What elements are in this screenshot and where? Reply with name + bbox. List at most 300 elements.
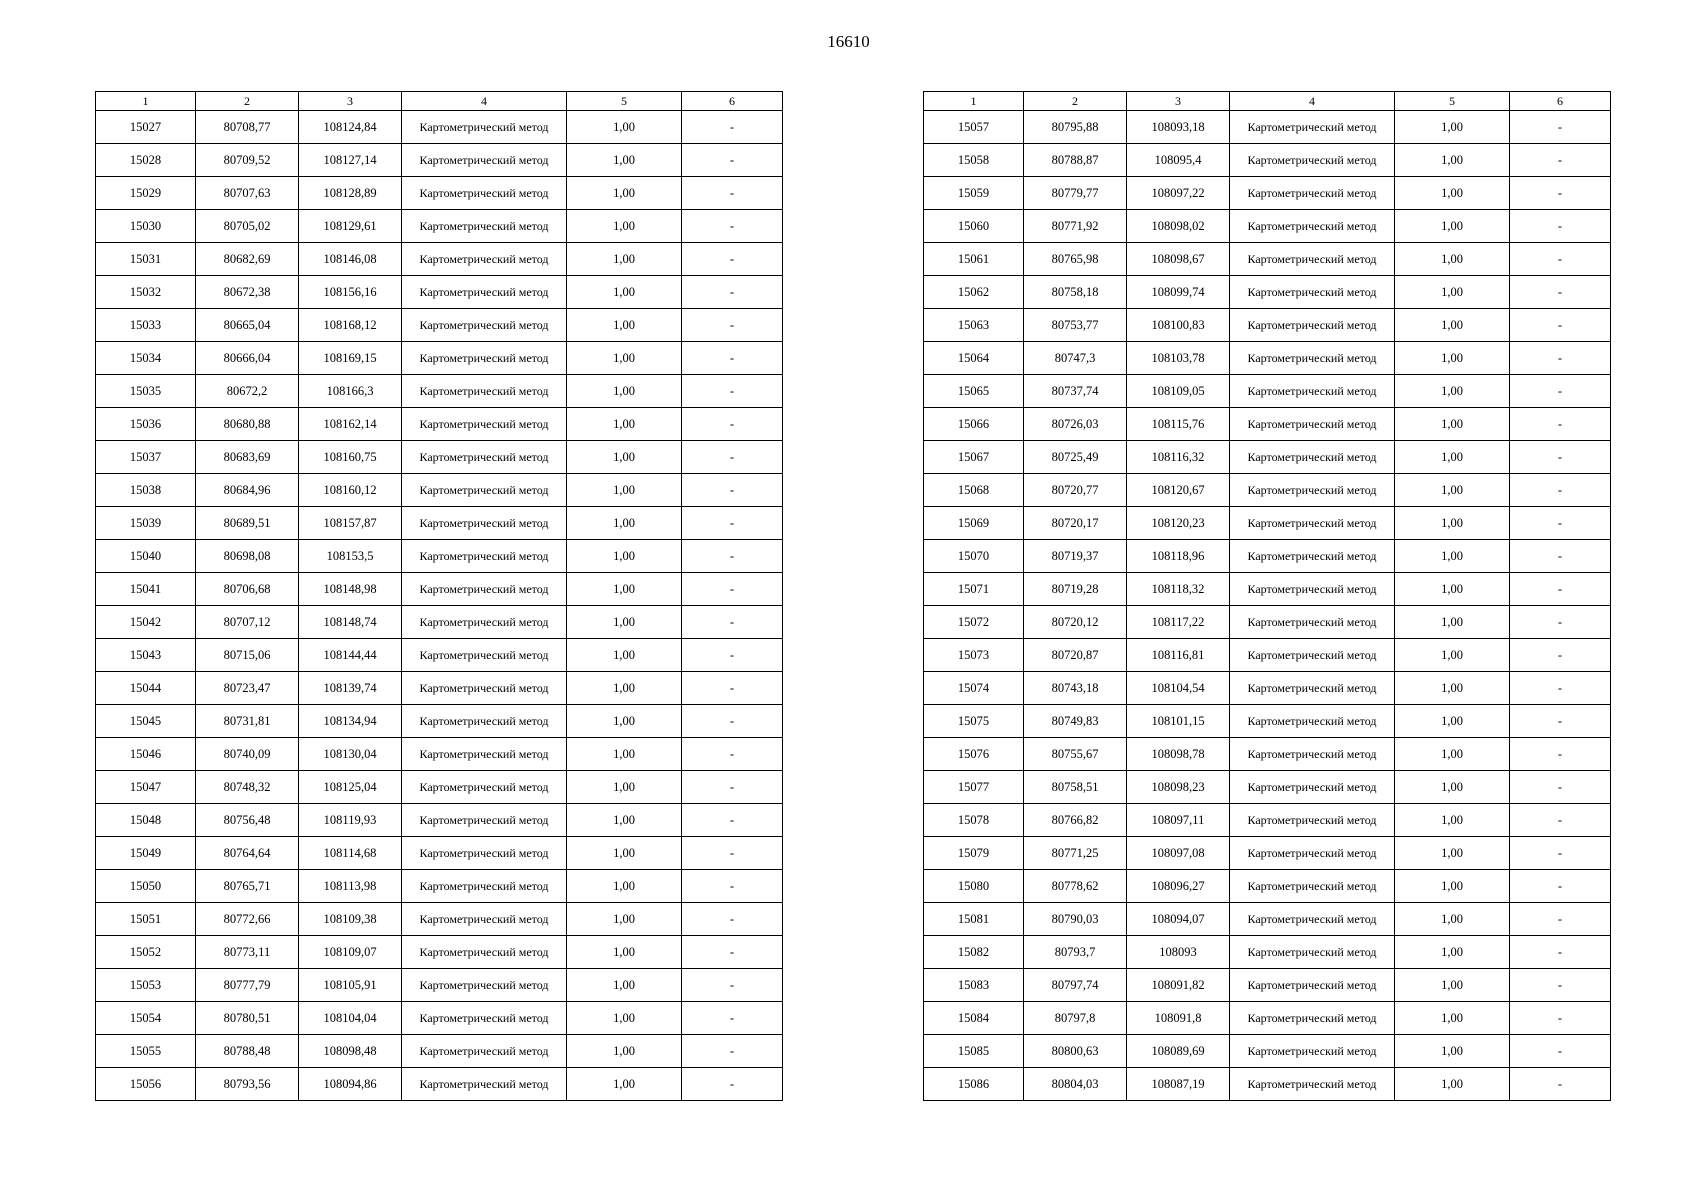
accuracy-cell: 1,00 <box>1395 540 1510 573</box>
accuracy-cell: 1,00 <box>567 771 682 804</box>
table-row <box>96 969 783 1002</box>
table-row <box>924 771 1611 804</box>
y-coordinate-cell: 108101,15 <box>1127 705 1230 738</box>
column-header-4: 4 <box>402 92 567 111</box>
y-coordinate-cell: 108129,61 <box>299 210 402 243</box>
method-cell: Картометрический метод <box>402 936 567 969</box>
method-cell: Картометрический метод <box>1230 309 1395 342</box>
y-coordinate-cell: 108099,74 <box>1127 276 1230 309</box>
description-cell: - <box>682 606 783 639</box>
table-row <box>96 1002 783 1035</box>
description-cell: - <box>1510 408 1611 441</box>
x-coordinate-cell: 80708,77 <box>196 111 299 144</box>
y-coordinate-cell: 108098,48 <box>299 1035 402 1068</box>
column-header-3: 3 <box>1127 92 1230 111</box>
description-cell: - <box>1510 144 1611 177</box>
table-row <box>96 771 783 804</box>
point-number-cell: 15046 <box>96 738 196 771</box>
accuracy-cell: 1,00 <box>1395 441 1510 474</box>
description-cell: - <box>1510 639 1611 672</box>
x-coordinate-cell: 80706,68 <box>196 573 299 606</box>
x-coordinate-cell: 80773,11 <box>196 936 299 969</box>
table-row <box>924 903 1611 936</box>
accuracy-cell: 1,00 <box>1395 474 1510 507</box>
description-cell: - <box>682 1035 783 1068</box>
y-coordinate-cell: 108100,83 <box>1127 309 1230 342</box>
x-coordinate-cell: 80765,71 <box>196 870 299 903</box>
point-number-cell: 15053 <box>96 969 196 1002</box>
x-coordinate-cell: 80777,79 <box>196 969 299 1002</box>
x-coordinate-cell: 80788,87 <box>1024 144 1127 177</box>
description-cell: - <box>1510 1068 1611 1101</box>
y-coordinate-cell: 108098,67 <box>1127 243 1230 276</box>
method-cell: Картометрический метод <box>402 1002 567 1035</box>
table-row <box>96 738 783 771</box>
point-number-cell: 15029 <box>96 177 196 210</box>
y-coordinate-cell: 108125,04 <box>299 771 402 804</box>
x-coordinate-cell: 80689,51 <box>196 507 299 540</box>
table-row <box>924 804 1611 837</box>
description-cell: - <box>682 804 783 837</box>
accuracy-cell: 1,00 <box>1395 573 1510 606</box>
table-row <box>924 540 1611 573</box>
accuracy-cell: 1,00 <box>567 1035 682 1068</box>
y-coordinate-cell: 108098,23 <box>1127 771 1230 804</box>
accuracy-cell: 1,00 <box>567 276 682 309</box>
accuracy-cell: 1,00 <box>567 474 682 507</box>
method-cell: Картометрический метод <box>1230 408 1395 441</box>
point-number-cell: 15058 <box>924 144 1024 177</box>
x-coordinate-cell: 80705,02 <box>196 210 299 243</box>
x-coordinate-cell: 80680,88 <box>196 408 299 441</box>
description-cell: - <box>682 969 783 1002</box>
table-row <box>924 573 1611 606</box>
point-number-cell: 15061 <box>924 243 1024 276</box>
accuracy-cell: 1,00 <box>567 903 682 936</box>
x-coordinate-cell: 80793,7 <box>1024 936 1127 969</box>
y-coordinate-cell: 108144,44 <box>299 639 402 672</box>
accuracy-cell: 1,00 <box>1395 969 1510 1002</box>
x-coordinate-cell: 80665,04 <box>196 309 299 342</box>
method-cell: Картометрический метод <box>1230 738 1395 771</box>
point-number-cell: 15032 <box>96 276 196 309</box>
table-row <box>96 540 783 573</box>
x-coordinate-cell: 80740,09 <box>196 738 299 771</box>
description-cell: - <box>1510 276 1611 309</box>
method-cell: Картометрический метод <box>1230 276 1395 309</box>
y-coordinate-cell: 108127,14 <box>299 144 402 177</box>
description-cell: - <box>682 243 783 276</box>
y-coordinate-cell: 108139,74 <box>299 672 402 705</box>
y-coordinate-cell: 108091,82 <box>1127 969 1230 1002</box>
x-coordinate-cell: 80725,49 <box>1024 441 1127 474</box>
x-coordinate-cell: 80720,77 <box>1024 474 1127 507</box>
description-cell: - <box>682 441 783 474</box>
x-coordinate-cell: 80790,03 <box>1024 903 1127 936</box>
description-cell: - <box>682 672 783 705</box>
table-row <box>96 210 783 243</box>
accuracy-cell: 1,00 <box>1395 639 1510 672</box>
description-cell: - <box>682 639 783 672</box>
method-cell: Картометрический метод <box>402 210 567 243</box>
description-cell: - <box>1510 540 1611 573</box>
method-cell: Картометрический метод <box>402 606 567 639</box>
description-cell: - <box>1510 1035 1611 1068</box>
method-cell: Картометрический метод <box>402 243 567 276</box>
x-coordinate-cell: 80780,51 <box>196 1002 299 1035</box>
description-cell: - <box>1510 441 1611 474</box>
table-row <box>96 573 783 606</box>
method-cell: Картометрический метод <box>402 375 567 408</box>
x-coordinate-cell: 80707,12 <box>196 606 299 639</box>
y-coordinate-cell: 108118,32 <box>1127 573 1230 606</box>
table-row <box>924 606 1611 639</box>
accuracy-cell: 1,00 <box>1395 1035 1510 1068</box>
column-header-1: 1 <box>96 92 196 111</box>
description-cell: - <box>682 276 783 309</box>
y-coordinate-cell: 108096,27 <box>1127 870 1230 903</box>
accuracy-cell: 1,00 <box>567 540 682 573</box>
description-cell: - <box>682 837 783 870</box>
x-coordinate-cell: 80793,56 <box>196 1068 299 1101</box>
y-coordinate-cell: 108113,98 <box>299 870 402 903</box>
description-cell: - <box>682 738 783 771</box>
x-coordinate-cell: 80766,82 <box>1024 804 1127 837</box>
y-coordinate-cell: 108087,19 <box>1127 1068 1230 1101</box>
table-row <box>924 243 1611 276</box>
method-cell: Картометрический метод <box>1230 1068 1395 1101</box>
point-number-cell: 15079 <box>924 837 1024 870</box>
point-number-cell: 15028 <box>96 144 196 177</box>
description-cell: - <box>1510 837 1611 870</box>
point-number-cell: 15042 <box>96 606 196 639</box>
x-coordinate-cell: 80684,96 <box>196 474 299 507</box>
point-number-cell: 15036 <box>96 408 196 441</box>
table-row <box>96 870 783 903</box>
description-cell: - <box>682 771 783 804</box>
table-row <box>96 342 783 375</box>
accuracy-cell: 1,00 <box>1395 837 1510 870</box>
accuracy-cell: 1,00 <box>567 375 682 408</box>
point-number-cell: 15050 <box>96 870 196 903</box>
y-coordinate-cell: 108104,54 <box>1127 672 1230 705</box>
accuracy-cell: 1,00 <box>567 243 682 276</box>
description-cell: - <box>1510 507 1611 540</box>
description-cell: - <box>1510 573 1611 606</box>
method-cell: Картометрический метод <box>402 507 567 540</box>
point-number-cell: 15067 <box>924 441 1024 474</box>
accuracy-cell: 1,00 <box>1395 804 1510 837</box>
table-row <box>96 111 783 144</box>
method-cell: Картометрический метод <box>402 441 567 474</box>
method-cell: Картометрический метод <box>1230 903 1395 936</box>
method-cell: Картометрический метод <box>1230 936 1395 969</box>
method-cell: Картометрический метод <box>1230 573 1395 606</box>
description-cell: - <box>682 1002 783 1035</box>
description-cell: - <box>682 144 783 177</box>
method-cell: Картометрический метод <box>1230 111 1395 144</box>
table-row <box>924 342 1611 375</box>
point-number-cell: 15062 <box>924 276 1024 309</box>
table-row <box>924 969 1611 1002</box>
column-header-6: 6 <box>1510 92 1611 111</box>
table-row <box>96 903 783 936</box>
y-coordinate-cell: 108114,68 <box>299 837 402 870</box>
y-coordinate-cell: 108116,81 <box>1127 639 1230 672</box>
point-number-cell: 15075 <box>924 705 1024 738</box>
x-coordinate-cell: 80753,77 <box>1024 309 1127 342</box>
point-number-cell: 15085 <box>924 1035 1024 1068</box>
accuracy-cell: 1,00 <box>567 969 682 1002</box>
column-header-1: 1 <box>924 92 1024 111</box>
x-coordinate-cell: 80758,51 <box>1024 771 1127 804</box>
y-coordinate-cell: 108130,04 <box>299 738 402 771</box>
accuracy-cell: 1,00 <box>1395 705 1510 738</box>
x-coordinate-cell: 80797,8 <box>1024 1002 1127 1035</box>
description-cell: - <box>682 375 783 408</box>
y-coordinate-cell: 108118,96 <box>1127 540 1230 573</box>
y-coordinate-cell: 108153,5 <box>299 540 402 573</box>
x-coordinate-cell: 80666,04 <box>196 342 299 375</box>
point-number-cell: 15059 <box>924 177 1024 210</box>
accuracy-cell: 1,00 <box>567 309 682 342</box>
point-number-cell: 15066 <box>924 408 1024 441</box>
description-cell: - <box>1510 177 1611 210</box>
method-cell: Картометрический метод <box>1230 144 1395 177</box>
description-cell: - <box>1510 804 1611 837</box>
y-coordinate-cell: 108098,02 <box>1127 210 1230 243</box>
description-cell: - <box>1510 309 1611 342</box>
method-cell: Картометрический метод <box>402 804 567 837</box>
description-cell: - <box>682 573 783 606</box>
accuracy-cell: 1,00 <box>1395 738 1510 771</box>
point-number-cell: 15051 <box>96 903 196 936</box>
table-row <box>96 936 783 969</box>
accuracy-cell: 1,00 <box>1395 243 1510 276</box>
x-coordinate-cell: 80720,87 <box>1024 639 1127 672</box>
y-coordinate-cell: 108157,87 <box>299 507 402 540</box>
y-coordinate-cell: 108156,16 <box>299 276 402 309</box>
x-coordinate-cell: 80709,52 <box>196 144 299 177</box>
point-number-cell: 15034 <box>96 342 196 375</box>
method-cell: Картометрический метод <box>1230 375 1395 408</box>
accuracy-cell: 1,00 <box>567 705 682 738</box>
x-coordinate-cell: 80779,77 <box>1024 177 1127 210</box>
x-coordinate-cell: 80755,67 <box>1024 738 1127 771</box>
description-cell: - <box>682 1068 783 1101</box>
point-number-cell: 15082 <box>924 936 1024 969</box>
point-number-cell: 15081 <box>924 903 1024 936</box>
x-coordinate-cell: 80795,88 <box>1024 111 1127 144</box>
method-cell: Картометрический метод <box>402 540 567 573</box>
description-cell: - <box>682 705 783 738</box>
description-cell: - <box>682 408 783 441</box>
point-number-cell: 15064 <box>924 342 1024 375</box>
accuracy-cell: 1,00 <box>1395 111 1510 144</box>
method-cell: Картометрический метод <box>402 705 567 738</box>
description-cell: - <box>1510 375 1611 408</box>
x-coordinate-cell: 80698,08 <box>196 540 299 573</box>
point-number-cell: 15084 <box>924 1002 1024 1035</box>
point-number-cell: 15052 <box>96 936 196 969</box>
accuracy-cell: 1,00 <box>567 738 682 771</box>
description-cell: - <box>1510 210 1611 243</box>
method-cell: Картометрический метод <box>1230 804 1395 837</box>
method-cell: Картометрический метод <box>402 837 567 870</box>
method-cell: Картометрический метод <box>402 1068 567 1101</box>
accuracy-cell: 1,00 <box>567 441 682 474</box>
accuracy-cell: 1,00 <box>1395 276 1510 309</box>
table-row <box>924 111 1611 144</box>
method-cell: Картометрический метод <box>402 639 567 672</box>
x-coordinate-cell: 80672,38 <box>196 276 299 309</box>
y-coordinate-cell: 108128,89 <box>299 177 402 210</box>
y-coordinate-cell: 108091,8 <box>1127 1002 1230 1035</box>
table-row <box>96 705 783 738</box>
table-row <box>96 1068 783 1101</box>
description-cell: - <box>1510 969 1611 1002</box>
method-cell: Картометрический метод <box>402 309 567 342</box>
point-number-cell: 15038 <box>96 474 196 507</box>
table-row <box>96 441 783 474</box>
x-coordinate-cell: 80726,03 <box>1024 408 1127 441</box>
y-coordinate-cell: 108160,12 <box>299 474 402 507</box>
method-cell: Картометрический метод <box>1230 639 1395 672</box>
accuracy-cell: 1,00 <box>1395 771 1510 804</box>
y-coordinate-cell: 108166,3 <box>299 375 402 408</box>
method-cell: Картометрический метод <box>1230 969 1395 1002</box>
y-coordinate-cell: 108097,22 <box>1127 177 1230 210</box>
table-body-right <box>924 111 1611 1101</box>
x-coordinate-cell: 80682,69 <box>196 243 299 276</box>
method-cell: Картометрический метод <box>1230 243 1395 276</box>
accuracy-cell: 1,00 <box>1395 903 1510 936</box>
table-row <box>96 144 783 177</box>
y-coordinate-cell: 108093 <box>1127 936 1230 969</box>
table-row <box>96 1035 783 1068</box>
point-number-cell: 15033 <box>96 309 196 342</box>
table-header-row <box>924 92 1611 111</box>
accuracy-cell: 1,00 <box>1395 408 1510 441</box>
y-coordinate-cell: 108098,78 <box>1127 738 1230 771</box>
accuracy-cell: 1,00 <box>567 507 682 540</box>
description-cell: - <box>682 540 783 573</box>
point-number-cell: 15044 <box>96 672 196 705</box>
y-coordinate-cell: 108119,93 <box>299 804 402 837</box>
x-coordinate-cell: 80737,74 <box>1024 375 1127 408</box>
point-number-cell: 15048 <box>96 804 196 837</box>
description-cell: - <box>1510 606 1611 639</box>
y-coordinate-cell: 108097,11 <box>1127 804 1230 837</box>
y-coordinate-cell: 108109,05 <box>1127 375 1230 408</box>
table-row <box>924 408 1611 441</box>
point-number-cell: 15073 <box>924 639 1024 672</box>
accuracy-cell: 1,00 <box>1395 177 1510 210</box>
method-cell: Картометрический метод <box>1230 540 1395 573</box>
table-row <box>924 276 1611 309</box>
accuracy-cell: 1,00 <box>1395 936 1510 969</box>
point-number-cell: 15057 <box>924 111 1024 144</box>
accuracy-cell: 1,00 <box>567 936 682 969</box>
y-coordinate-cell: 108146,08 <box>299 243 402 276</box>
table-row <box>924 375 1611 408</box>
point-number-cell: 15060 <box>924 210 1024 243</box>
table-row <box>924 177 1611 210</box>
method-cell: Картометрический метод <box>1230 1035 1395 1068</box>
x-coordinate-cell: 80749,83 <box>1024 705 1127 738</box>
point-number-cell: 15049 <box>96 837 196 870</box>
point-number-cell: 15037 <box>96 441 196 474</box>
table-row <box>924 210 1611 243</box>
description-cell: - <box>682 309 783 342</box>
point-number-cell: 15040 <box>96 540 196 573</box>
table-row <box>924 507 1611 540</box>
point-number-cell: 15077 <box>924 771 1024 804</box>
description-cell: - <box>1510 738 1611 771</box>
table-row <box>96 474 783 507</box>
table-row <box>924 1068 1611 1101</box>
coordinates-table-left <box>95 91 783 1101</box>
accuracy-cell: 1,00 <box>1395 870 1510 903</box>
description-cell: - <box>682 111 783 144</box>
description-cell: - <box>1510 672 1611 705</box>
accuracy-cell: 1,00 <box>567 408 682 441</box>
column-header-4: 4 <box>1230 92 1395 111</box>
y-coordinate-cell: 108115,76 <box>1127 408 1230 441</box>
x-coordinate-cell: 80719,28 <box>1024 573 1127 606</box>
table-row <box>96 837 783 870</box>
y-coordinate-cell: 108089,69 <box>1127 1035 1230 1068</box>
point-number-cell: 15086 <box>924 1068 1024 1101</box>
method-cell: Картометрический метод <box>402 474 567 507</box>
accuracy-cell: 1,00 <box>1395 309 1510 342</box>
description-cell: - <box>1510 903 1611 936</box>
x-coordinate-cell: 80800,63 <box>1024 1035 1127 1068</box>
accuracy-cell: 1,00 <box>567 573 682 606</box>
accuracy-cell: 1,00 <box>567 837 682 870</box>
x-coordinate-cell: 80707,63 <box>196 177 299 210</box>
table-row <box>924 474 1611 507</box>
y-coordinate-cell: 108148,98 <box>299 573 402 606</box>
y-coordinate-cell: 108124,84 <box>299 111 402 144</box>
description-cell: - <box>682 936 783 969</box>
x-coordinate-cell: 80719,37 <box>1024 540 1127 573</box>
x-coordinate-cell: 80771,25 <box>1024 837 1127 870</box>
table-row <box>924 441 1611 474</box>
x-coordinate-cell: 80672,2 <box>196 375 299 408</box>
accuracy-cell: 1,00 <box>567 606 682 639</box>
point-number-cell: 15078 <box>924 804 1024 837</box>
method-cell: Картометрический метод <box>402 771 567 804</box>
point-number-cell: 15065 <box>924 375 1024 408</box>
method-cell: Картометрический метод <box>402 672 567 705</box>
accuracy-cell: 1,00 <box>567 1002 682 1035</box>
table-row <box>96 672 783 705</box>
x-coordinate-cell: 80747,3 <box>1024 342 1127 375</box>
method-cell: Картометрический метод <box>402 903 567 936</box>
table-row <box>924 837 1611 870</box>
method-cell: Картометрический метод <box>402 408 567 441</box>
point-number-cell: 15070 <box>924 540 1024 573</box>
table-row <box>924 870 1611 903</box>
accuracy-cell: 1,00 <box>567 144 682 177</box>
method-cell: Картометрический метод <box>1230 705 1395 738</box>
x-coordinate-cell: 80720,12 <box>1024 606 1127 639</box>
point-number-cell: 15080 <box>924 870 1024 903</box>
table-body-left <box>96 111 783 1101</box>
x-coordinate-cell: 80804,03 <box>1024 1068 1127 1101</box>
description-cell: - <box>1510 111 1611 144</box>
